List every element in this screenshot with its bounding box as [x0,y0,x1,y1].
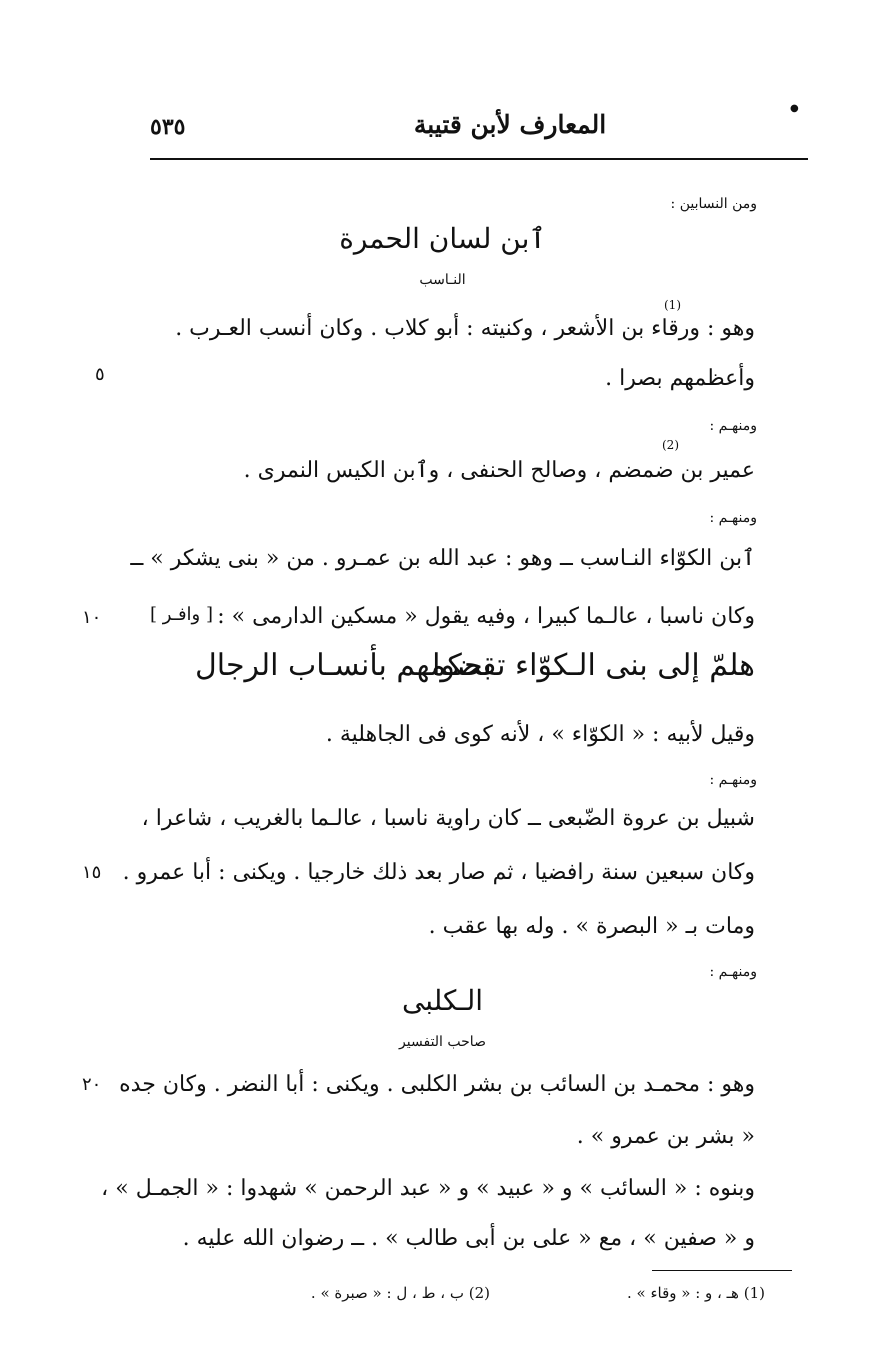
margin-line-number: ١٠ [82,607,102,628]
print-speck: ● [790,103,799,114]
text-line: وهو : محمـد بن السائب بن بشر الكلبى . ويكنى : أبا النضر . وكان جده [119,1072,755,1097]
entry-subtitle: النـاسب [419,272,466,288]
meter-label: [ وافـر ] [150,604,213,625]
entry-subtitle: صاحب التفسير [399,1034,486,1050]
header-rule [150,158,808,160]
footnote: (1) هـ ، و : « وقاء » . [626,1284,765,1302]
page-number: ٥٣٥ [150,114,186,140]
entry-title: الـكلبى [401,984,484,1017]
text-line: ومات بـ « البصرة » . وله بها عقب . [428,914,755,939]
margin-line-number: ٢٠ [82,1074,102,1095]
running-title: المعارف لأبن قتيبة [413,110,607,139]
text-line: وهو : ورقاء بن الأشعر ، وكنيته : أبو كلاب . وكان أنسب العـرب . [175,316,755,341]
footnote-rule [652,1270,792,1271]
section-label: ومنهـم : [709,418,757,434]
section-label: ومنهـم : [709,964,757,980]
entry-title: ٱبن لسان الحمرة [339,222,546,255]
footnote: (2) ب ، ط ، ل : « صبرة » . [310,1284,490,1302]
text-line: وكان ناسبا ، عالـما كبيرا ، وفيه يقول « مسكين الدارمى » : [217,604,755,629]
text-line: وأعظمهم بصرا . [605,366,755,391]
verse-second-hemistich: بحكمهم بأنسـاب الرجال [195,648,492,683]
text-line: وبنوه : « السائب » و « عبيد » و « عبد الرحمن » شهدوا : « الجمـل » ، [101,1176,755,1201]
section-label: ومن النسابين : [670,196,757,212]
footnote-marker: (1) [664,298,681,312]
text-line: و « صفين » ، مع « على بن أبى طالب » . ــ رضوان الله عليه . [182,1226,755,1251]
text-line: وكان سبعين سنة رافضيا ، ثم صار بعد ذلك خارجيا . ويكنى : أبا عمرو . [122,860,755,885]
text-line: شبيل بن عروة الضّبعى ــ كان راوية ناسبا ، عالـما بالغريب ، شاعرا ، [141,806,755,831]
text-line: « بشر بن عمرو » . [576,1124,755,1149]
text-line: عمير بن ضمضم ، وصالح الحنفى ، وٱبن الكيس النمرى . [243,458,755,483]
section-label: ومنهـم : [709,772,757,788]
text-line: ٱبن الكوّاء النـاسب ــ وهو : عبد الله بن عمـرو . من « بنى يشكر » ــ [130,546,755,571]
margin-line-number: ١٥ [82,862,102,883]
footnote-marker: (2) [662,438,679,452]
text-line: وقيل لأبيه : « الكوّاء » ، لأنه كوى فى الجاهلية . [325,722,755,747]
margin-line-number: ٥ [95,364,105,385]
section-label: ومنهـم : [709,510,757,526]
verse-first-hemistich: هلمّ إلى بنى الـكوّاء تقضوا [432,648,755,683]
